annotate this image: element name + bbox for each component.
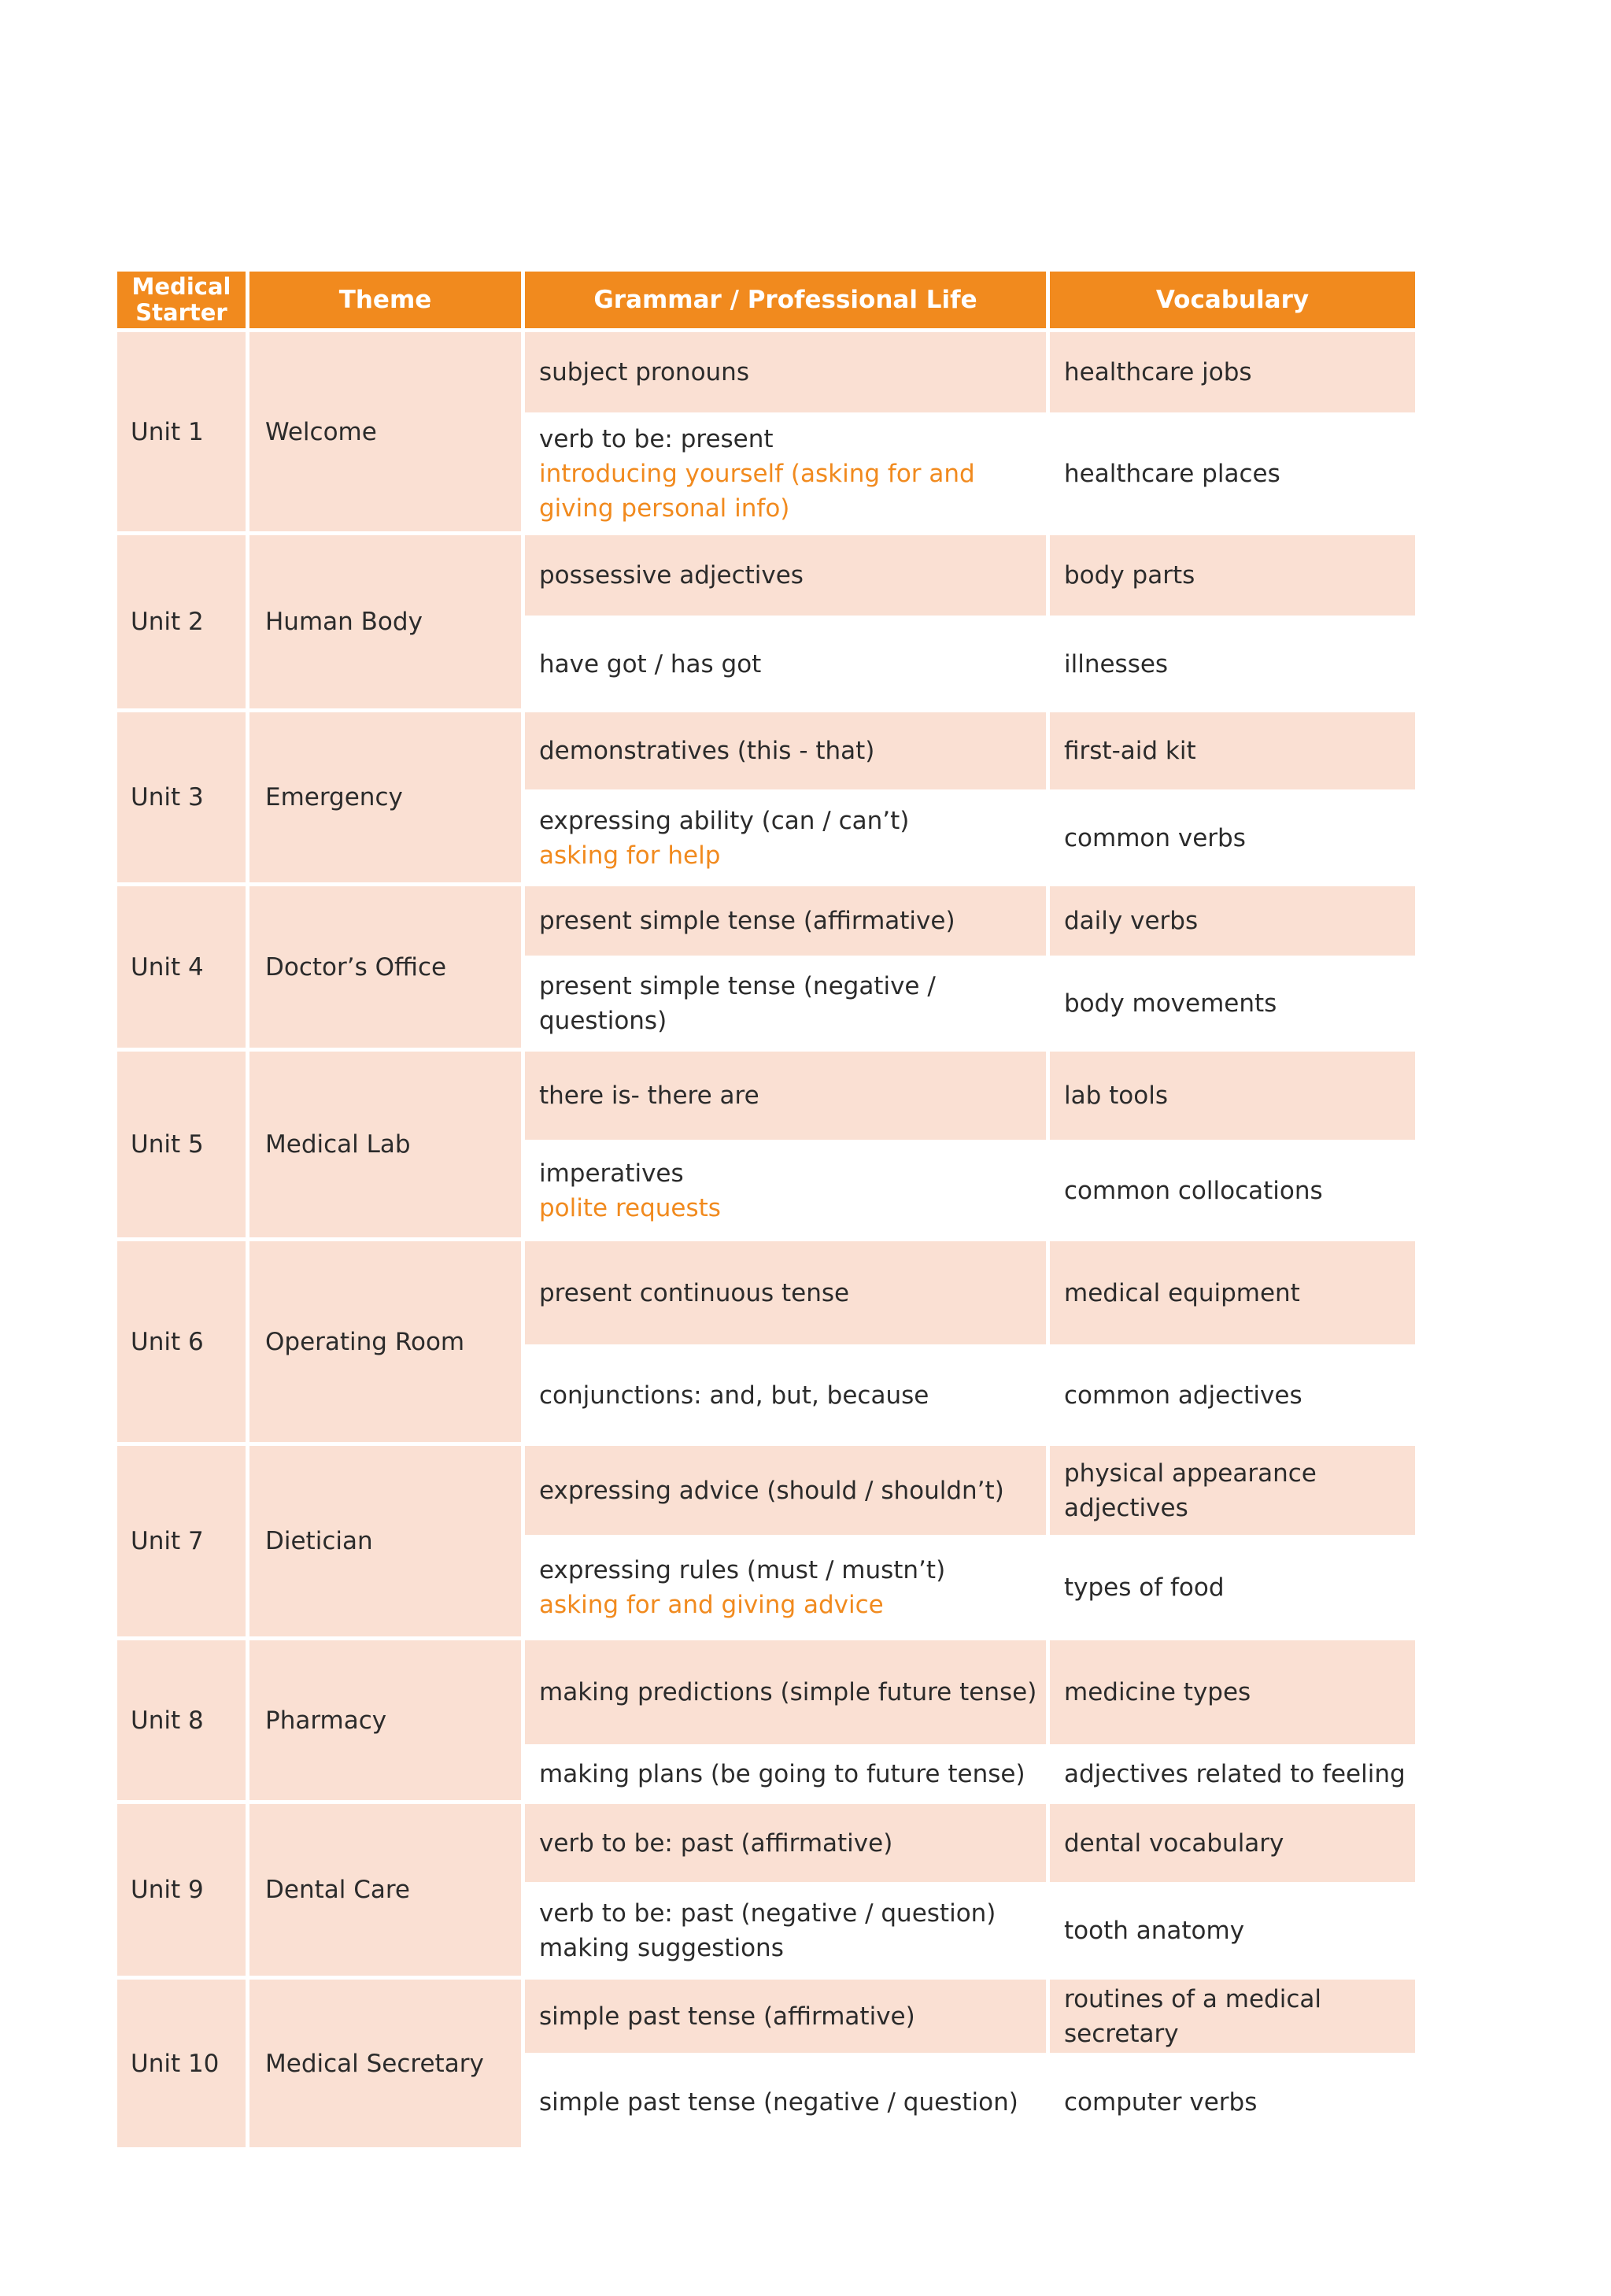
unit-cell: Unit 6 (117, 1241, 246, 1442)
grammar-cell (525, 793, 1046, 882)
grammar-cell (525, 1348, 1046, 1442)
grammar-text: expressing advice (should / shouldn’t) (539, 1476, 1004, 1505)
unit-cell: Unit 5 (117, 1052, 246, 1237)
grammar-text: verb to be: present (539, 425, 774, 453)
grammar-text: verb to be: past (negative / question) (539, 1899, 996, 1928)
professional-life-note: introducing yourself (asking for and giving personal info) (539, 460, 975, 523)
professional-life-note: polite requests (539, 1193, 721, 1222)
header-row (117, 272, 1415, 328)
table-row (117, 1980, 1415, 2053)
vocabulary-cell: physical appearance adjectives (1050, 1446, 1415, 1535)
theme-cell: Medical Lab (249, 1052, 521, 1237)
syllabus-table (113, 268, 1419, 2151)
grammar-cell (525, 1446, 1046, 1535)
vocabulary-cell: body parts (1050, 535, 1415, 616)
vocabulary-cell: lab tools (1050, 1052, 1415, 1140)
grammar-cell (525, 1052, 1046, 1140)
vocabulary-cell: medical equipment (1050, 1241, 1415, 1344)
grammar-text: simple past tense (affirmative) (539, 2002, 915, 2031)
vocabulary-cell: common collocations (1050, 1144, 1415, 1237)
grammar-text: there is- there are (539, 1081, 759, 1110)
table-row (117, 332, 1415, 412)
theme-cell: Welcome (249, 332, 521, 531)
theme-cell: Human Body (249, 535, 521, 708)
vocabulary-cell: first-aid kit (1050, 712, 1415, 789)
grammar-text: expressing ability (can / can’t) (539, 806, 910, 835)
theme-cell: Pharmacy (249, 1640, 521, 1800)
table-row (117, 1052, 1415, 1140)
table-row (117, 1446, 1415, 1535)
grammar-text: expressing rules (must / mustn’t) (539, 1556, 946, 1584)
grammar-cell (525, 1241, 1046, 1344)
vocabulary-cell: common adjectives (1050, 1348, 1415, 1442)
theme-cell: Dietician (249, 1446, 521, 1636)
grammar-text: subject pronouns (539, 358, 749, 386)
grammar-text: present continuous tense (539, 1278, 850, 1307)
grammar-cell (525, 416, 1046, 531)
table-row (117, 535, 1415, 616)
unit-cell: Unit 4 (117, 886, 246, 1048)
grammar-text: making plans (be going to future tense) (539, 1760, 1025, 1788)
vocabulary-cell: illnesses (1050, 619, 1415, 708)
table-row (117, 1804, 1415, 1882)
vocabulary-cell: medicine types (1050, 1640, 1415, 1744)
grammar-text: demonstratives (this - that) (539, 737, 875, 765)
vocabulary-cell: common verbs (1050, 793, 1415, 882)
header-theme: Theme (249, 272, 521, 328)
grammar-cell (525, 1640, 1046, 1744)
unit-cell: Unit 10 (117, 1980, 246, 2147)
grammar-cell (525, 1144, 1046, 1237)
grammar-cell (525, 1539, 1046, 1636)
grammar-cell (525, 535, 1046, 616)
grammar-text: possessive adjectives (539, 561, 804, 590)
vocabulary-cell: computer verbs (1050, 2057, 1415, 2147)
theme-cell: Dental Care (249, 1804, 521, 1976)
grammar-text-2: making suggestions (539, 1934, 784, 1962)
grammar-cell (525, 1804, 1046, 1882)
unit-cell: Unit 3 (117, 712, 246, 882)
vocabulary-cell: adjectives related to feeling (1050, 1748, 1415, 1800)
grammar-text: have got / has got (539, 649, 762, 678)
grammar-text: imperatives (539, 1159, 684, 1188)
grammar-cell (525, 959, 1046, 1048)
unit-cell: Unit 9 (117, 1804, 246, 1976)
unit-cell: Unit 8 (117, 1640, 246, 1800)
vocabulary-cell: routines of a medical secretary (1050, 1980, 1415, 2053)
theme-cell: Emergency (249, 712, 521, 882)
professional-life-note: asking for and giving advice (539, 1591, 884, 1619)
table-row (117, 712, 1415, 789)
vocabulary-cell: healthcare jobs (1050, 332, 1415, 412)
vocabulary-cell: daily verbs (1050, 886, 1415, 956)
header-vocabulary: Vocabulary (1050, 272, 1415, 328)
vocabulary-cell: types of food (1050, 1539, 1415, 1636)
professional-life-note: asking for help (539, 841, 721, 870)
grammar-cell (525, 712, 1046, 789)
header-medical-starter: Medical Starter (117, 272, 246, 328)
grammar-cell (525, 1748, 1046, 1800)
vocabulary-cell: dental vocabulary (1050, 1804, 1415, 1882)
grammar-cell (525, 886, 1046, 956)
grammar-text: simple past tense (negative / question) (539, 2087, 1018, 2117)
grammar-cell (525, 1980, 1046, 2053)
theme-cell: Medical Secretary (249, 1980, 521, 2147)
grammar-cell (525, 332, 1046, 412)
table-row (117, 886, 1415, 956)
grammar-cell (525, 2057, 1046, 2147)
vocabulary-cell: body movements (1050, 959, 1415, 1048)
grammar-text: making predictions (simple future tense) (539, 1678, 1037, 1706)
grammar-cell (525, 1886, 1046, 1976)
grammar-text: present simple tense (negative / questions) (539, 972, 936, 1035)
grammar-text: present simple tense (affirmative) (539, 907, 955, 935)
table-row (117, 1241, 1415, 1344)
unit-cell: Unit 1 (117, 332, 246, 531)
theme-cell: Operating Room (249, 1241, 521, 1442)
vocabulary-cell: tooth anatomy (1050, 1886, 1415, 1976)
grammar-text: conjunctions: and, but, because (539, 1381, 929, 1410)
header-grammar: Grammar / Professional Life (525, 272, 1046, 328)
grammar-text: verb to be: past (affirmative) (539, 1828, 893, 1858)
vocabulary-cell: healthcare places (1050, 416, 1415, 531)
grammar-cell (525, 619, 1046, 708)
unit-cell: Unit 2 (117, 535, 246, 708)
table-row (117, 1640, 1415, 1744)
theme-cell: Doctor’s Office (249, 886, 521, 1048)
unit-cell: Unit 7 (117, 1446, 246, 1636)
